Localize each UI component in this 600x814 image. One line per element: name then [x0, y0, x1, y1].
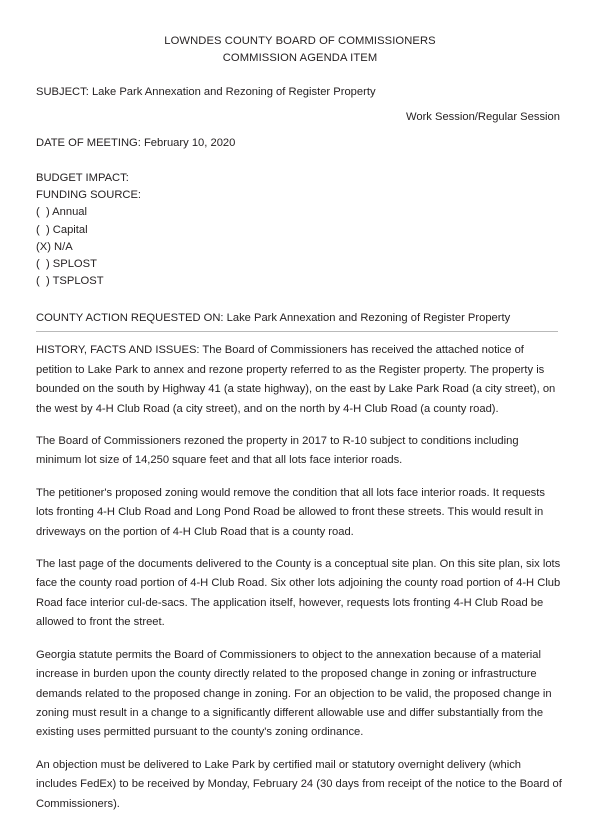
paragraph-history-facts-issues: HISTORY, FACTS AND ISSUES: The Board of Commissioners has received the attached notice of petition to Lake Park to annex and rezone property referred to as the Register property. The property is bounded on the south by Highway 41 (a state highway), on the east by Lake Park Road (a city street), on the west by 4-H Club Road (a city street), and on the north by 4-H Club Road (a county road).	[36, 344, 556, 415]
paragraph-objection-deadline: An objection must be delivered to Lake Park by certified mail or statutory overnight delivery (which includes FedEx) to be received by Monday, February 24 (30 days from receipt of the notice to the Board of Commissioners).	[36, 758, 562, 810]
organization-title: LOWNDES COUNTY BOARD OF COMMISSIONERS	[164, 35, 436, 47]
section-divider	[36, 331, 558, 332]
funding-option-na[interactable]: (X) N/A	[36, 240, 73, 253]
subject-line: SUBJECT: Lake Park Annexation and Rezoning of Register Property	[36, 86, 376, 98]
funding-option-annual[interactable]: ( ) Annual	[36, 206, 87, 219]
funding-option-splost[interactable]: ( ) SPLOST	[36, 258, 97, 271]
document-body	[36, 341, 564, 814]
subject-block	[36, 84, 564, 152]
budget-block	[36, 170, 564, 290]
meeting-date-line: DATE OF MEETING: February 10, 2020	[36, 137, 236, 149]
funding-option-tsplost[interactable]: ( ) TSPLOST	[36, 275, 104, 288]
document-header	[36, 0, 564, 66]
funding-source-label: FUNDING SOURCE:	[36, 189, 142, 202]
county-action-section	[36, 310, 564, 332]
county-action-requested-line: COUNTY ACTION REQUESTED ON: Lake Park Annexation and Rezoning of Register Property	[36, 312, 511, 325]
paragraph-georgia-statute: Georgia statute permits the Board of Commissioners to object to the annexation because of a material increase in burden upon the county directly related to the proposed change in zoning or infrastructure demands related to the proposed change in zoning. For an objection to be valid, the proposed change in zoning must result in a change to a significantly different allowable use and differ substantially from the existing uses permitted pursuant to the county's zoning ordinance.	[36, 648, 552, 739]
paragraph-site-plan: The last page of the documents delivered to the County is a conceptual site plan. On this site plan, six lots face the county road portion of 4-H Club Road. Six other lots adjoining the county road portion of 4-H Club Road face interior cul-de-sacs. The application itself, however, requests lots fronting 4-H Club Road be allowed to front the street.	[36, 558, 561, 629]
budget-impact-label: BUDGET IMPACT:	[36, 172, 129, 184]
funding-option-capital[interactable]: ( ) Capital	[36, 223, 88, 236]
document-type-title: COMMISSION AGENDA ITEM	[222, 51, 378, 64]
paragraph-proposed-zoning: The petitioner's proposed zoning would remove the condition that all lots face interior roads. It requests lots fronting 4-H Club Road and Long Pond Road be allowed to front these streets. This would result in driveways on the portion of 4-H Club Road that is a county road.	[36, 486, 545, 538]
paragraph-prior-rezoning: The Board of Commissioners rezoned the property in 2017 to R-10 subject to conditions including minimum lot size of 14,250 square feet and that all lots face interior roads.	[36, 435, 519, 467]
session-type-line: Work Session/Regular Session	[405, 111, 560, 123]
funding-source-options	[36, 204, 564, 290]
